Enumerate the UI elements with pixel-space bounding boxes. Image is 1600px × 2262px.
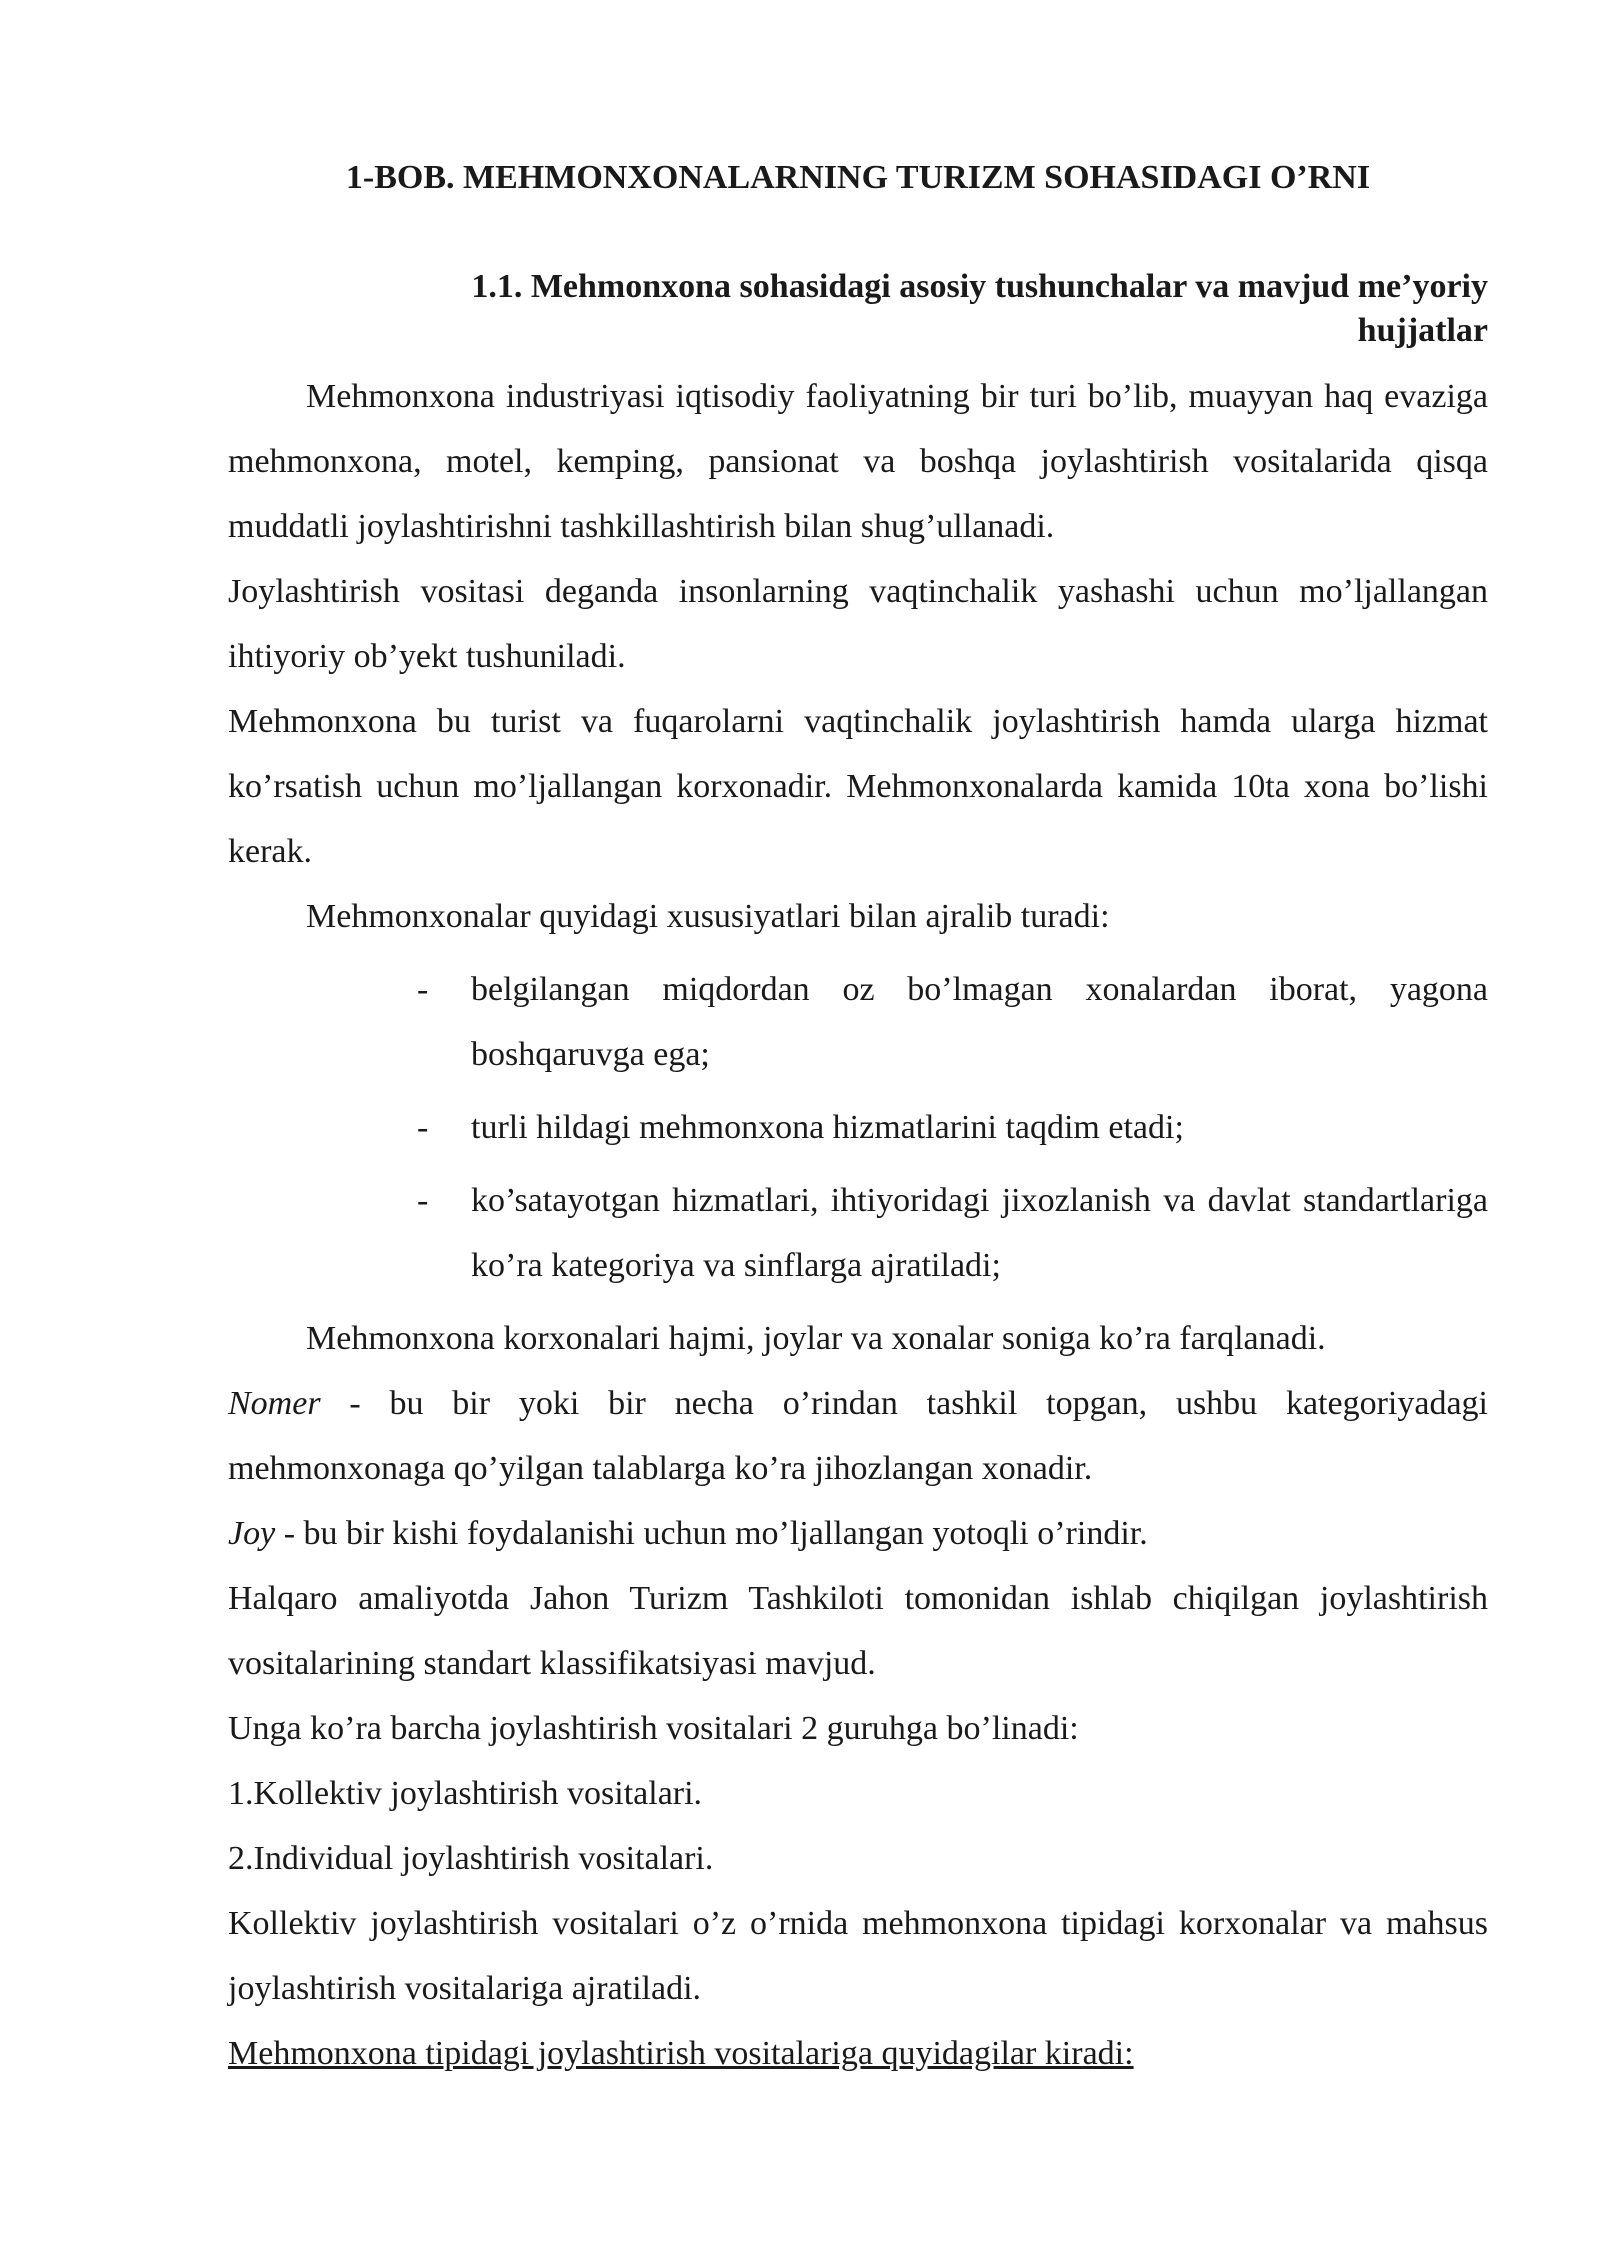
nomer-definition-text: - bu bir yoki bir necha o’rindan tashkil topgan, ushbu kategoriyadagi mehmonxonaga qo’yilgan talablarga ko’ra jihozlangan xonadir. [228, 1385, 1488, 1487]
chapter-title: 1-BOB. MEHMONXONALARNING TURIZM SOHASIDAGI O’RNI [345, 159, 1371, 196]
list-item [417, 1095, 1488, 1160]
section-title-line-1: 1.1. Mehmonxona sohasidagi asosiy tushunchalar va mavjud me’yoriy [471, 268, 1488, 305]
section-title-line-2: hujjatlar [1357, 312, 1488, 349]
paragraph-hotel-type-intro [228, 2021, 1488, 2086]
term-nomer: Nomer [228, 1385, 321, 1422]
paragraph-features-intro: Mehmonxonalar quyidagi xususiyatlari bilan ajralib turadi: [306, 898, 1110, 935]
features-list [228, 957, 1488, 1298]
list-item-text: ko’satayotgan hizmatlari, ihtiyoridagi jixozlanish va davlat standartlariga ko’ra kategoriya va sinflarga ajratiladi; [471, 1182, 1488, 1284]
list-item-text: turli hildagi mehmonxona hizmatlarini taqdim etadi; [471, 1109, 1184, 1146]
bullet-dash: - [417, 1109, 429, 1146]
list-item [417, 957, 1488, 1087]
paragraph-collective-means: Kollektiv joylashtirish vositalari o’z o’rnida mehmonxona tipidagi korxonalar va mahsus joylashtirish vositalariga ajratiladi. [228, 1905, 1488, 2007]
list-item [417, 1168, 1488, 1298]
bullet-dash: - [417, 1182, 429, 1219]
joy-definition-text: - bu bir kishi foydalanishi uchun mo’ljallangan yotoqli o’rindir. [275, 1515, 1148, 1552]
paragraph-accommodation-means: Joylashtirish vositasi deganda insonlarning vaqtinchalik yashashi uchun mo’ljallangan ihtiyoriy ob’yekt tushuniladi. [228, 573, 1488, 675]
document-body [228, 364, 1488, 2086]
bullet-dash: - [417, 971, 429, 1008]
term-joy: Joy [228, 1515, 276, 1552]
paragraph-size-differences: Mehmonxona korxonalari hajmi, joylar va xonalar soniga ko’ra farqlanadi. [306, 1320, 1326, 1357]
paragraph-hotel-definition: Mehmonxona bu turist va fuqarolarni vaqtinchalik joylashtirish hamda ularga hizmat ko’rsatish uchun mo’ljallangan korxonadir. Mehmonxonalarda kamida 10ta xona bo’lishi kerak. [228, 703, 1488, 870]
paragraph-international-practice: Halqaro amaliyotda Jahon Turizm Tashkiloti tomonidan ishlab chiqilgan joylashtirish vositalarining standart klassifikatsiyasi mavjud. [228, 1580, 1488, 1682]
list-item-text: belgilangan miqdordan oz bo’lmagan xonalardan iborat, yagona boshqaruvga ega; [471, 971, 1488, 1073]
paragraph-two-groups: Unga ko’ra barcha joylashtirish vositalari 2 guruhga bo’linadi: [228, 1710, 1079, 1747]
paragraph-joy-definition [228, 1501, 1488, 1566]
underlined-heading: Mehmonxona tipidagi joylashtirish vositalariga quyidagilar kiradi: [228, 2035, 1134, 2072]
paragraph-industry: Mehmonxona industriyasi iqtisodiy faoliyatning bir turi bo’lib, muayyan haq evaziga mehmonxona, motel, kemping, pansionat va boshqa joylashtirish vositalarida qisqa muddatli joylashtirishni tashkillashtirish bilan shug’ullanadi. [228, 378, 1488, 545]
numbered-item-1: 1.Kollektiv joylashtirish vositalari. [228, 1775, 703, 1812]
numbered-item-2: 2.Individual joylashtirish vositalari. [228, 1840, 714, 1877]
section-title [228, 265, 1488, 353]
paragraph-nomer-definition [228, 1371, 1488, 1501]
